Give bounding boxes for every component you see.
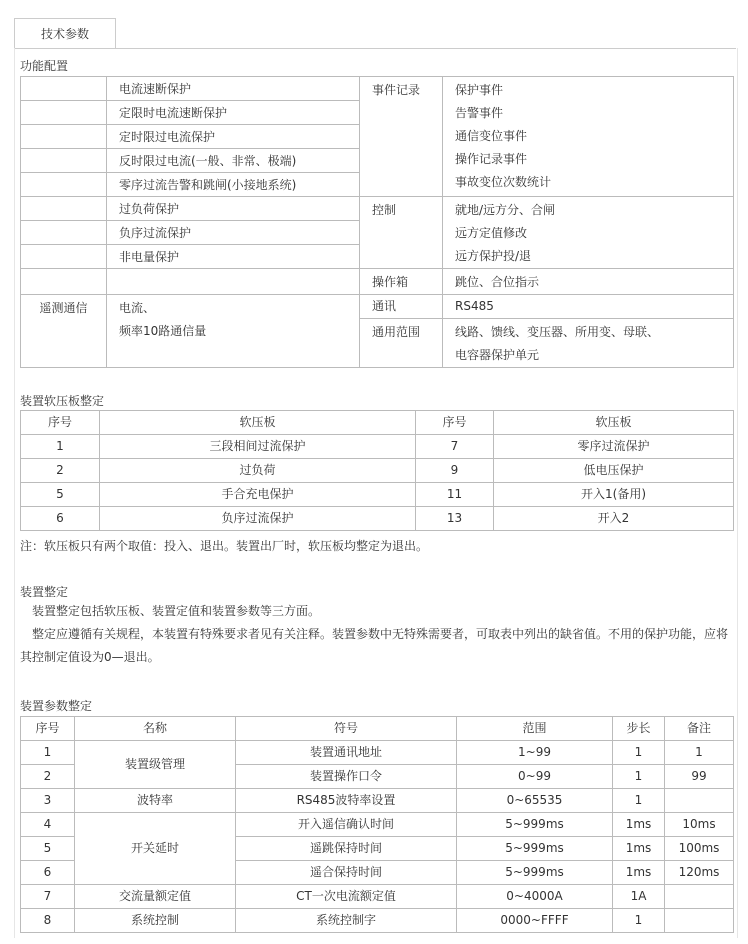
param-range: 0~4000A [457,885,613,909]
soft-plate-cell: 11 [416,483,494,507]
setting-paragraph-1: 装置整定包括软压板、装置定值和装置参数等三方面。 [32,604,321,618]
right-group-line: 远方定值修改 [455,226,528,240]
param-step: 1 [613,741,665,765]
param-range: 5~999ms [457,837,613,861]
right-group-values [443,197,734,269]
param-no: 1 [21,741,75,765]
table-row [21,885,734,909]
param-header: 序号 [21,717,75,741]
param-step: 1 [613,909,665,933]
right-group-label [360,77,443,197]
param-no: 5 [21,837,75,861]
param-range: 5~999ms [457,861,613,885]
param-symbol: CT一次电流额定值 [236,885,457,909]
right-group-values [443,295,734,319]
param-remark: 1 [665,741,734,765]
param-remark: 120ms [665,861,734,885]
param-step: 1 [613,765,665,789]
section-title-setting: 装置整定 [20,585,69,599]
param-symbol: 装置通讯地址 [236,741,457,765]
right-group-label-text: 通讯 [372,299,397,313]
param-header: 步长 [613,717,665,741]
param-symbol: 开入遥信确认时间 [236,813,457,837]
telemetry-line: 频率10路通信量 [119,324,207,338]
right-group-label [360,197,443,269]
right-group-label [360,295,443,319]
param-remark: 10ms [665,813,734,837]
soft-plate-cell: 6 [21,507,100,531]
function-item: 定时限过电流保护 [107,125,360,149]
param-range: 0000~FFFF [457,909,613,933]
right-group-values [443,77,734,197]
right-group-values [443,319,734,368]
function-empty-cell [21,197,107,221]
table-row [21,459,734,483]
param-symbol: 系统控制字 [236,909,457,933]
section-title-function-config: 功能配置 [20,59,69,73]
right-group-label [360,319,443,368]
soft-plate-cell: 低电压保护 [494,459,734,483]
right-group-line: 操作记录事件 [455,152,528,166]
function-item: 电流速断保护 [107,77,360,101]
param-name: 交流量额定值 [75,885,236,909]
function-empty-cell [21,221,107,245]
tab-bar [14,18,736,49]
param-remark [665,909,734,933]
param-step: 1ms [613,837,665,861]
soft-plate-header: 软压板 [494,411,734,435]
section-title-soft-plate: 装置软压板整定 [20,394,105,408]
table-row [21,789,734,813]
right-group-line: 事故变位次数统计 [455,175,552,189]
param-step: 1A [613,885,665,909]
telemetry-value [107,295,360,368]
param-no: 8 [21,909,75,933]
param-table [20,716,734,933]
param-range: 0~65535 [457,789,613,813]
soft-plate-cell: 7 [416,435,494,459]
param-step: 1 [613,789,665,813]
right-group-line: 通信变位事件 [455,129,528,143]
param-no: 6 [21,861,75,885]
right-group-line: 电容器保护单元 [455,348,540,362]
right-group-line: 线路、馈线、变压器、所用变、母联、 [455,325,660,339]
soft-plate-cell: 9 [416,459,494,483]
right-group-label-text: 控制 [372,203,397,217]
right-group-line: 告警事件 [455,106,504,120]
param-remark [665,789,734,813]
param-symbol: 遥合保持时间 [236,861,457,885]
function-item: 负序过流保护 [107,221,360,245]
right-group-line: 远方保护投/退 [455,249,532,263]
table-row [21,435,734,459]
param-header: 符号 [236,717,457,741]
soft-plate-header: 软压板 [100,411,416,435]
param-name: 波特率 [75,789,236,813]
function-empty-cell [21,77,107,101]
param-header: 范围 [457,717,613,741]
soft-plate-header: 序号 [21,411,100,435]
param-header-row [21,717,734,741]
table-row [21,507,734,531]
telemetry-label [21,295,107,368]
param-name: 开关延时 [75,813,236,885]
right-group-values [443,269,734,295]
soft-plate-cell: 负序过流保护 [100,507,416,531]
soft-plate-cell: 三段相间过流保护 [100,435,416,459]
soft-plate-table [20,410,734,531]
soft-plate-cell: 1 [21,435,100,459]
param-remark: 100ms [665,837,734,861]
soft-plate-cell: 零序过流保护 [494,435,734,459]
function-empty-cell [21,101,107,125]
function-item: 反时限过电流(一般、非常、极端) [107,149,360,173]
param-no: 7 [21,885,75,909]
function-empty-cell [21,149,107,173]
soft-plate-cell: 13 [416,507,494,531]
param-step: 1ms [613,813,665,837]
param-range: 5~999ms [457,813,613,837]
table-row [21,741,734,765]
table-row [21,483,734,507]
param-symbol: 装置操作口令 [236,765,457,789]
function-config-row [21,77,734,101]
param-name: 系统控制 [75,909,236,933]
param-header: 备注 [665,717,734,741]
soft-plate-cell: 手合充电保护 [100,483,416,507]
function-config-row [21,295,734,319]
function-empty-cell [21,269,107,295]
telemetry-line: 电流、 [119,301,156,315]
table-row [21,813,734,837]
function-config-row [21,269,734,295]
param-symbol: 遥跳保持时间 [236,837,457,861]
right-group-line: 就地/远方分、合闸 [455,203,556,217]
soft-plate-cell: 过负荷 [100,459,416,483]
function-item [107,269,360,295]
right-group-label [360,269,443,295]
right-group-label-text: 事件记录 [372,83,421,97]
tab-tech-params[interactable]: 技术参数 [14,18,116,48]
param-range: 0~99 [457,765,613,789]
telemetry-label-text: 遥测通信 [39,301,88,315]
function-config-table [20,76,734,368]
function-item: 非电量保护 [107,245,360,269]
function-empty-cell [21,245,107,269]
right-group-line: 保护事件 [455,83,504,97]
right-group-line: RS485 [455,299,494,313]
param-name: 装置级管理 [75,741,236,789]
function-item: 定限时电流速断保护 [107,101,360,125]
function-empty-cell [21,173,107,197]
soft-plate-note: 注：软压板只有两个取值：投入、退出。装置出厂时，软压板均整定为退出。 [20,539,429,553]
soft-plate-header-row [21,411,734,435]
param-no: 3 [21,789,75,813]
param-no: 4 [21,813,75,837]
soft-plate-cell: 开入1(备用) [494,483,734,507]
soft-plate-cell: 开入2 [494,507,734,531]
function-item: 过负荷保护 [107,197,360,221]
param-symbol: RS485波特率设置 [236,789,457,813]
soft-plate-cell: 5 [21,483,100,507]
soft-plate-cell: 2 [21,459,100,483]
setting-paragraph-2: 整定应遵循有关规程，本装置有特殊要求者见有关注释。装置参数中无特殊需要者，可取表中列出的缺省值。不用的保护功能，应将其控制定值设为0—退出。 [20,627,729,664]
function-item: 零序过流告警和跳闸(小接地系统) [107,173,360,197]
param-step: 1ms [613,861,665,885]
param-header: 名称 [75,717,236,741]
table-row [21,909,734,933]
right-group-label-text: 通用范围 [372,325,421,339]
function-empty-cell [21,125,107,149]
right-group-label-text: 操作箱 [372,275,409,289]
param-range: 1~99 [457,741,613,765]
param-remark: 99 [665,765,734,789]
right-group-line: 跳位、合位指示 [455,275,540,289]
function-config-row [21,197,734,221]
param-no: 2 [21,765,75,789]
section-title-param-table: 装置参数整定 [20,699,93,713]
soft-plate-header: 序号 [416,411,494,435]
param-remark [665,885,734,909]
